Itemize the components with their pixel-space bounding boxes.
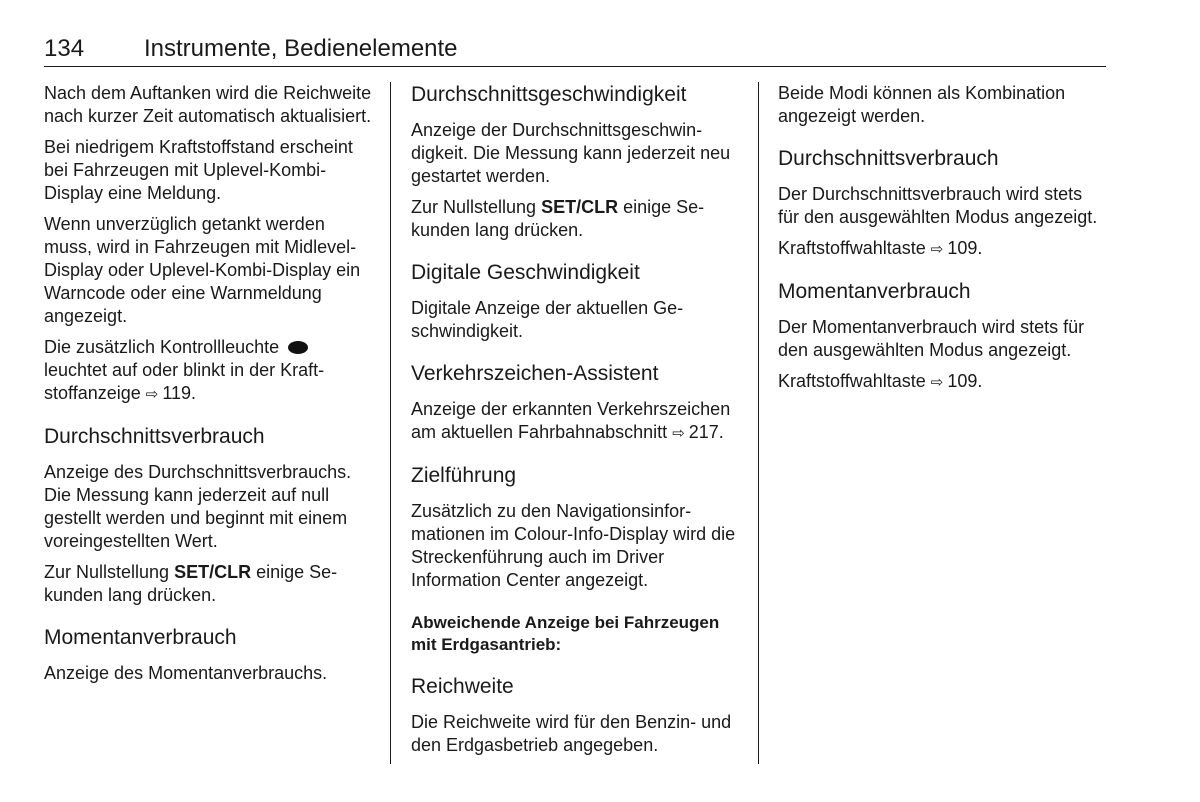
reference-arrow-icon: ⇨ <box>672 425 685 442</box>
paragraph-text: Kraftstoffwahltaste <box>778 371 926 391</box>
paragraph: Digitale Anzeige der aktuellen Geschwindigkeit. <box>411 298 684 341</box>
section-heading: Momentanverbrauch <box>44 626 237 649</box>
reference-arrow-icon: ⇨ <box>930 241 944 258</box>
paragraph-text: leuchtet auf oder blinkt in der Kraftstoffanzeige <box>44 360 325 403</box>
paragraph: Zusätzlich zu den Navigationsinformationen im Colour-Info-Display wird die Streckenführung auch im Driver Information Center angezeigt. <box>411 501 736 590</box>
column-left <box>44 82 374 693</box>
paragraph-text: Zur Nullstellung <box>44 562 170 582</box>
button-name: SET/CLR <box>541 197 619 217</box>
paragraph: Wenn unverzüglich getankt werden muss, wird in Fahrzeugen mit Midlevel-Display oder Uplevel-Kombi-Display ein Warncode oder eine Warnmeldung angezeigt. <box>44 214 361 326</box>
paragraph: Der Durchschnittsverbrauch wird stets für den ausgewählten Modus angezeigt. <box>778 184 1098 227</box>
paragraph <box>44 336 374 406</box>
page-reference[interactable]: 109. <box>947 371 983 391</box>
section-heading: Zielführung <box>411 464 517 487</box>
paragraph <box>411 196 743 242</box>
reference-arrow-icon: ⇨ <box>145 386 159 403</box>
page-reference[interactable]: 109. <box>947 238 983 258</box>
section-heading: Verkehrszeichen-Assistent <box>411 362 659 385</box>
section-heading: Durchschnittsgeschwindigkeit <box>411 83 687 106</box>
paragraph: Bei niedrigem Kraftstoffstand erscheint bei Fahrzeugen mit Uplevel-Kombi-Display eine Meldung. <box>44 137 353 203</box>
paragraph-text: Anzeige der erkannten Verkehrszeichen am aktuellen Fahrbahnabschnitt <box>411 399 731 442</box>
column-divider <box>758 82 759 764</box>
section-heading: Durchschnittsverbrauch <box>44 425 265 448</box>
chapter-title: Instrumente, Bedienelemente <box>144 35 458 62</box>
section-heading: Durchschnittsverbrauch <box>778 147 999 170</box>
column-right <box>778 82 1104 402</box>
paragraph <box>44 561 374 607</box>
button-name: SET/CLR <box>174 562 252 582</box>
paragraph: Anzeige des Momentanverbrauchs. <box>44 663 328 683</box>
subheading: Abweichende Anzeige bei Fahrzeugen mit Erdgasantrieb: <box>411 613 720 654</box>
paragraph-text: Die zusätzlich Kontrollleuchte <box>44 337 280 357</box>
paragraph-text: einige Sekunden lang drücken. <box>44 562 338 605</box>
page-reference[interactable]: 119. <box>162 383 197 403</box>
column-middle <box>411 82 743 765</box>
paragraph-text: einige Sekunden lang drücken. <box>411 197 705 240</box>
paragraph <box>411 398 743 445</box>
page-header <box>44 32 1106 67</box>
section-heading: Reichweite <box>411 675 514 698</box>
paragraph: Beide Modi können als Kombination angezeigt werden. <box>778 83 1066 126</box>
paragraph: Anzeige der Durchschnittsgeschwindigkeit. Die Messung kann jederzeit neu gestartet werden. <box>411 120 731 186</box>
page-reference[interactable]: 217. <box>688 422 724 442</box>
page-number: 134 <box>44 35 85 62</box>
paragraph <box>778 370 1104 394</box>
paragraph: Nach dem Auftanken wird die Reichweite nach kurzer Zeit automatisch aktualisiert. <box>44 83 372 126</box>
paragraph-text: Kraftstoffwahltaste <box>778 238 926 258</box>
paragraph: Der Momentanverbrauch wird stets für den ausgewählten Modus angezeigt. <box>778 317 1085 360</box>
paragraph: Anzeige des Durchschnittsverbrauchs. Die Messung kann jederzeit auf null gestellt werden und beginnt mit einem voreingestellten Wert. <box>44 462 352 551</box>
paragraph <box>778 237 1104 261</box>
paragraph-text: Zur Nullstellung <box>411 197 537 217</box>
reference-arrow-icon: ⇨ <box>930 374 944 391</box>
paragraph: Die Reichweite wird für den Benzin- und den Erdgasbetrieb angegeben. <box>411 712 732 755</box>
section-heading: Digitale Geschwindigkeit <box>411 261 640 284</box>
fuel-warning-lamp-icon <box>288 341 308 354</box>
column-divider <box>390 82 391 764</box>
section-heading: Momentanverbrauch <box>778 280 971 303</box>
